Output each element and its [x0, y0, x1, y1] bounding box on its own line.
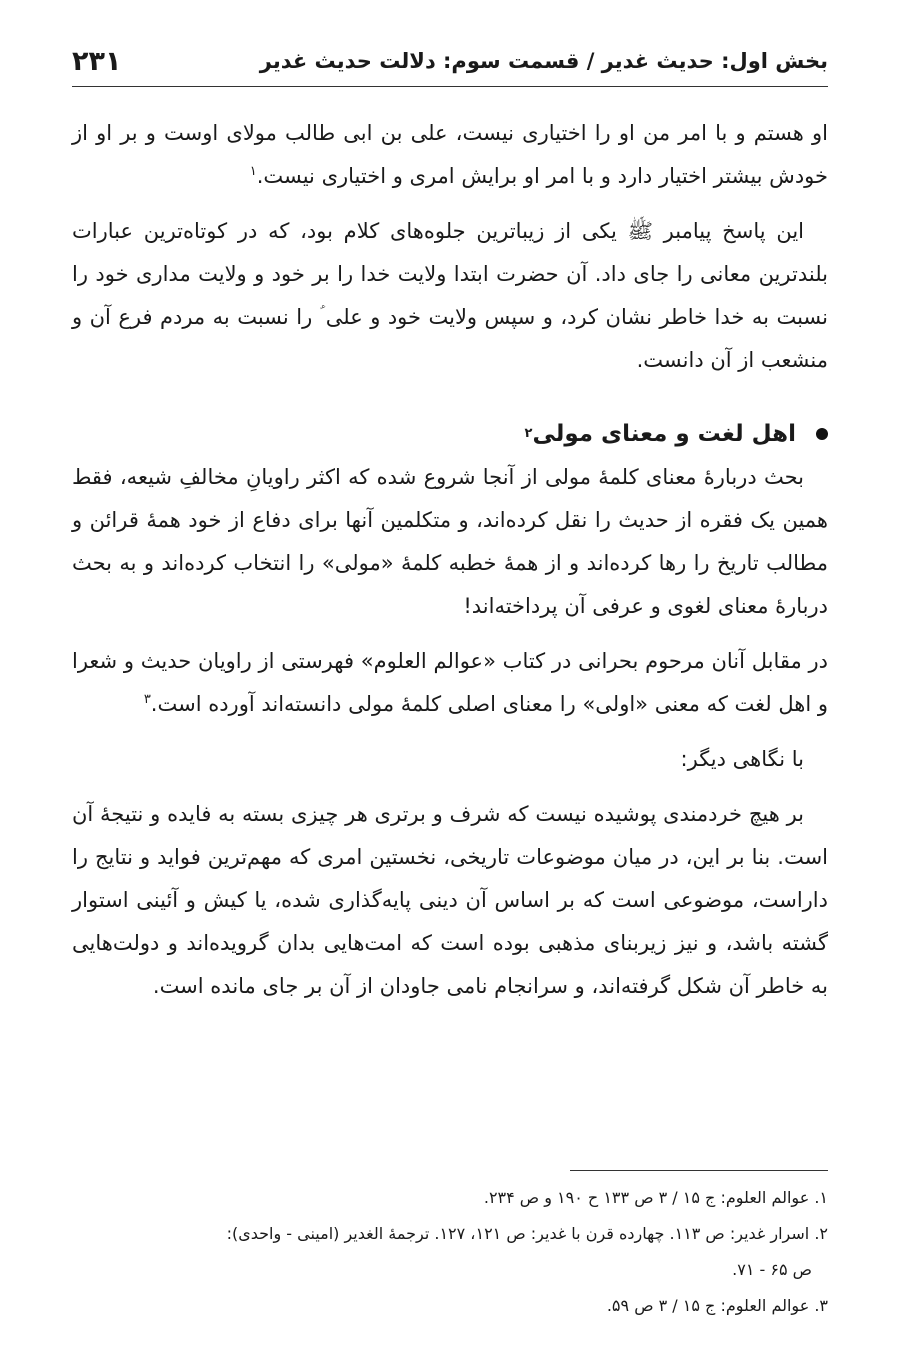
footnotes	[72, 1180, 828, 1324]
body-paragraph	[72, 793, 828, 1008]
page-number: ۲۳۱	[72, 45, 122, 77]
footnote-item: ۳. عوالم العلوم: ج ۱۵ / ۳ ص ۵۹.	[606, 1296, 828, 1315]
paragraph-text: این پاسخ پیامبر ﷺ یکی از زیباترین جلوه‌های کلام بود، که در کوتاه‌ترین عبارات بلندترین معانی را جای داد. آن حضرت ابتدا ولایت خدا را بر خود و ولایت مداری خود را نسبت به خدا خاطر نشان کرد، و سپس ولایت خود و علی ؑ را نسبت به مردم فرع آن و منشعب از آن دانست.	[72, 219, 828, 372]
paragraph-text: بحث دربارهٔ معنای کلمهٔ مولی از آنجا شروع شده که اکثر راویانِ مخالفِ شیعه، فقط همین یک فقره از حدیث را نقل کرده‌اند، و متکلمین آنها برای دفاع از خود همهٔ قرائن و مطالب تاریخ را رها کرده‌اند و از همهٔ خطبه کلمهٔ «مولی» را انتخاب کرده‌اند و به بحث دربارهٔ معنای لغوی و عرفی آن پرداخته‌اند!	[72, 465, 828, 618]
paragraph-text: بر هیچ خردمندی پوشیده نیست که شرف و برتری هر چیزی بسته به فایده و نتیجهٔ آن است. بنا بر این، در میان موضوعات تاریخی، نخستین امری که مهم‌ترین فواید و نتایج را داراست، موضوعی است که بر اساس آن دینی پایه‌گذاری شده، یا کیش و آئینی استوار گشته باشد، و نیز زیربنای مذهبی بوده است که امت‌هایی بدان گرویده‌اند و دولت‌هایی به خاطر آن شکل گرفته‌اند، و سرانجام نامی جاودان از آن بر جای مانده است.	[72, 802, 828, 998]
footnote-marker[interactable]: ۳	[143, 692, 151, 707]
footnote-divider	[570, 1170, 828, 1171]
paragraph-text: او هستم و با امر من او را اختیاری نیست، علی بن ابی طالب مولای اوست و بر او از خودش بیشتر اختیار دارد و با امر او برایش امری و اختیاری نیست.	[72, 121, 828, 188]
page-body	[72, 112, 828, 1020]
paragraph-text: با نگاهی دیگر:	[680, 747, 804, 771]
bullet-icon	[816, 428, 828, 440]
footnote-marker[interactable]: ۱	[249, 164, 257, 179]
body-paragraph	[72, 456, 828, 628]
footnote-item: ۱. عوالم العلوم: ج ۱۵ / ۳ ص ۱۳۳ ح ۱۹۰ و ص ۲۳۴.	[483, 1188, 828, 1207]
footnote-item: ۲. اسرار غدیر: ص ۱۱۳. چهارده قرن با غدیر: ص ۱۲۱، ۱۲۷. ترجمهٔ الغدیر (امینی - واحدی):	[226, 1224, 828, 1243]
paragraph-text: در مقابل آنان مرحوم بحرانی در کتاب «عوالم العلوم» فهرستی از راویان حدیث و شعرا و اهل لغت که معنی «اولی» را معنای اصلی کلمهٔ مولی دانسته‌اند آورده است.	[72, 649, 828, 716]
body-paragraph	[72, 640, 828, 726]
running-header-title: بخش اول: حدیث غدیر / قسمت سوم: دلالت حدیث غدیر	[259, 49, 828, 73]
section-heading: اهل لغت و معنای مولی ۲	[72, 412, 828, 456]
body-paragraph	[72, 210, 828, 382]
running-header	[72, 38, 828, 84]
header-divider	[72, 86, 828, 87]
body-paragraph	[72, 112, 828, 198]
section-heading-text: اهل لغت و معنای مولی	[532, 421, 796, 447]
footnote-item-continuation: ص ۶۵ - ۷۱.	[732, 1260, 812, 1279]
body-paragraph	[72, 738, 828, 781]
